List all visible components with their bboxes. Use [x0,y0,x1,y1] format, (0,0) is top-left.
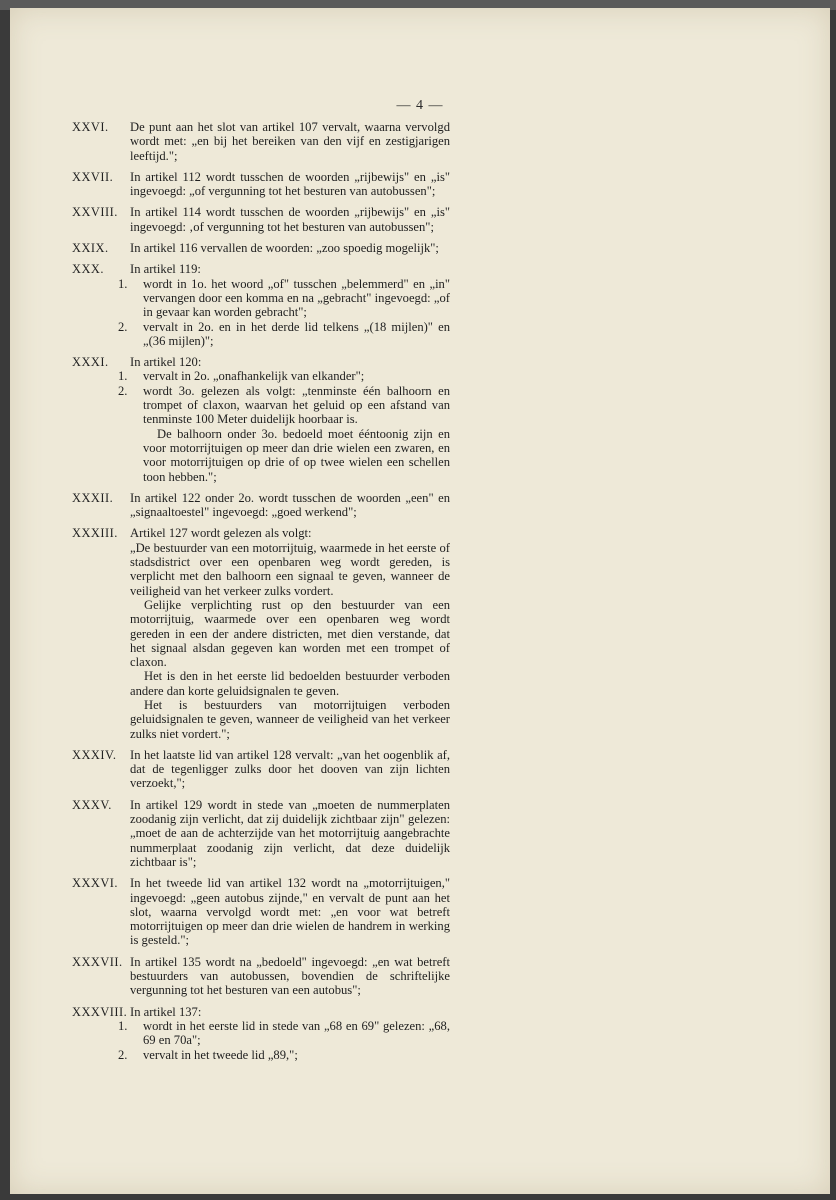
article-list [70,120,450,1069]
sub-item [118,1047,450,1062]
article-entry [70,205,450,234]
entry-number: XXXIII. [72,526,118,541]
article-entry [70,491,450,520]
sub-item-number: 2. [118,383,128,398]
entry-paragraph: Het is bestuurders van motorrijtuigen verboden geluidsignalen te geven, wanneer de veiligheid van het verkeer zulks niet vordert."; [130,697,450,741]
entry-intro: In artikel 120: [130,355,202,370]
sub-item-text: wordt 3o. gelezen als volgt: „tenminste één balhoorn en trompet of claxon, waarvan het geluid op een afstand van tenminste 100 Meter duidelijk hoorbaar is. [143,383,450,427]
sub-item [118,319,450,349]
sub-item-text: wordt in 1o. het woord „of" tusschen „belemmerd" en „in" vervangen door een komma en na „gebracht" ingevoegd: „of in gevaar kan worden gebracht"; [143,276,450,320]
sub-item-number: 1. [118,276,128,291]
entry-number: XXXVI. [72,876,119,891]
article-entry [70,798,450,869]
article-entry [70,355,450,484]
entry-paragraph: In artikel 122 onder 2o. wordt tusschen de woorden „een" en „signaaltoestel" ingevoegd: „goed werkend"; [130,490,450,520]
document-page [10,8,830,1194]
sub-item-number: 2. [118,1047,128,1062]
article-entry [70,170,450,199]
article-entry [70,526,450,740]
entry-paragraph: Gelijke verplichting rust op den bestuurder van een motorrijtuig, waarmede over een openbaren weg wordt gereden in een der andere districten, met dien verstande, dat het signaal alsdan gegeven kan worden met een trompet of claxon. [130,597,450,670]
entry-number: XXXVIII. [72,1004,128,1019]
sub-item [118,383,450,427]
entry-number: XXXIV. [72,747,117,762]
entry-paragraph: In artikel 114 wordt tusschen de woorden „rijbewijs" en „is" ingevoegd: ‚of vergunning tot het besturen van autobussen"; [130,205,450,234]
entry-intro: In artikel 119: [130,262,201,277]
sub-item-text: vervalt in het tweede lid „89,"; [143,1047,298,1062]
entry-paragraph: De punt aan het slot van artikel 107 vervalt, waarna vervolgd wordt met: „en bij het bereiken van den vijf en zestigjarigen leeftijd."; [130,120,450,163]
entry-number: XXVI. [72,120,109,134]
entry-paragraph: Het is den in het eerste lid bedoelden bestuurder verboden andere dan korte geluidsignalen te geven. [130,669,450,698]
entry-intro: In artikel 137: [130,1004,202,1019]
entry-paragraph: In het tweede lid van artikel 132 wordt na „motorrijtuigen," ingevoegd: „geen autobus zijnde," en vervalt de punt aan het slot, waarna vervolgd wordt met: „en voor wat betreft motorrijtuigen op meer dan drie wielen de handrem in werking is gesteld."; [130,876,450,948]
page-number: — 4 — [396,98,444,113]
article-entry [70,955,450,998]
sub-item [118,276,450,320]
entry-number: XXX. [72,262,104,277]
article-entry [70,876,450,947]
entry-paragraph: De balhoorn onder 3o. bedoeld moet ééntoonig zijn en voor motorrijtuigen op meer dan drie wielen een zwaren, en voor motorrijtuigen op drie of op twee wielen een schellen toon hebben."; [143,426,450,484]
entry-paragraph: In artikel 129 wordt in stede van „moeten de nummerplaten zoodanig zijn verlicht, dat zij duidelijk zichtbaar zijn" gelezen: „moet de aan de achterzijde van het motorrijtuig aangebrachte nummerplaat zoodanig zijn verlicht, dat deze duidelijk zichtbaar is"; [130,797,450,869]
sub-item-text: vervalt in 2o. en in het derde lid telkens „(18 mijlen)" en „(36 mijlen)"; [143,319,450,348]
entry-number: XXXV. [72,797,112,812]
entry-paragraph: „De bestuurder van een motorrijtuig, waarmede in het eerste of stadsdistrict over een openbaren weg wordt gereden, is verplicht met den balhoorn een signaal te geven, wanneer de veiligheid van het verkeer zulks vordert. [130,540,450,598]
entry-number: XXIX. [72,241,109,256]
article-entry [70,262,450,348]
entry-paragraph: In artikel 112 wordt tusschen de woorden „rijbewijs" en „is" ingevoegd: „of vergunning tot het besturen van autobussen"; [130,169,450,199]
entry-number: XXXI. [72,355,109,370]
sub-item [118,369,450,384]
article-entry [70,748,450,791]
entry-number: XXVII. [72,169,114,184]
sub-item-text: vervalt in 2o. „onafhankelijk van elkander"; [143,369,365,384]
article-entry [70,1005,450,1062]
entry-paragraph: In artikel 135 wordt na „bedoeld" ingevoegd: „en wat betreft bestuurders van autobussen, bovendien de schriftelijke vergunning tot het besturen van een autobus"; [130,954,450,998]
sub-item-text: wordt in het eerste lid in stede van „68 en 69" gelezen: „68, 69 en 70a"; [143,1018,450,1048]
sub-item [118,1018,450,1048]
sub-item-number: 1. [118,1018,128,1033]
entry-number: XXXVII. [72,954,123,969]
sub-item-number: 1. [118,369,128,384]
entry-number: XXVIII. [72,205,118,220]
entry-paragraph: In artikel 116 vervallen de woorden: „zoo spoedig mogelijk"; [130,241,439,256]
entry-intro: Artikel 127 wordt gelezen als volgt: [130,526,312,541]
article-entry [70,241,450,255]
sub-item-number: 2. [118,319,128,334]
entry-number: XXXII. [72,490,114,505]
entry-paragraph: In het laatste lid van artikel 128 vervalt: „van het oogenblik af, dat de tegenligger zulks door het dooven van zijn lichten verzoekt,"; [130,747,450,791]
article-entry [70,120,450,163]
